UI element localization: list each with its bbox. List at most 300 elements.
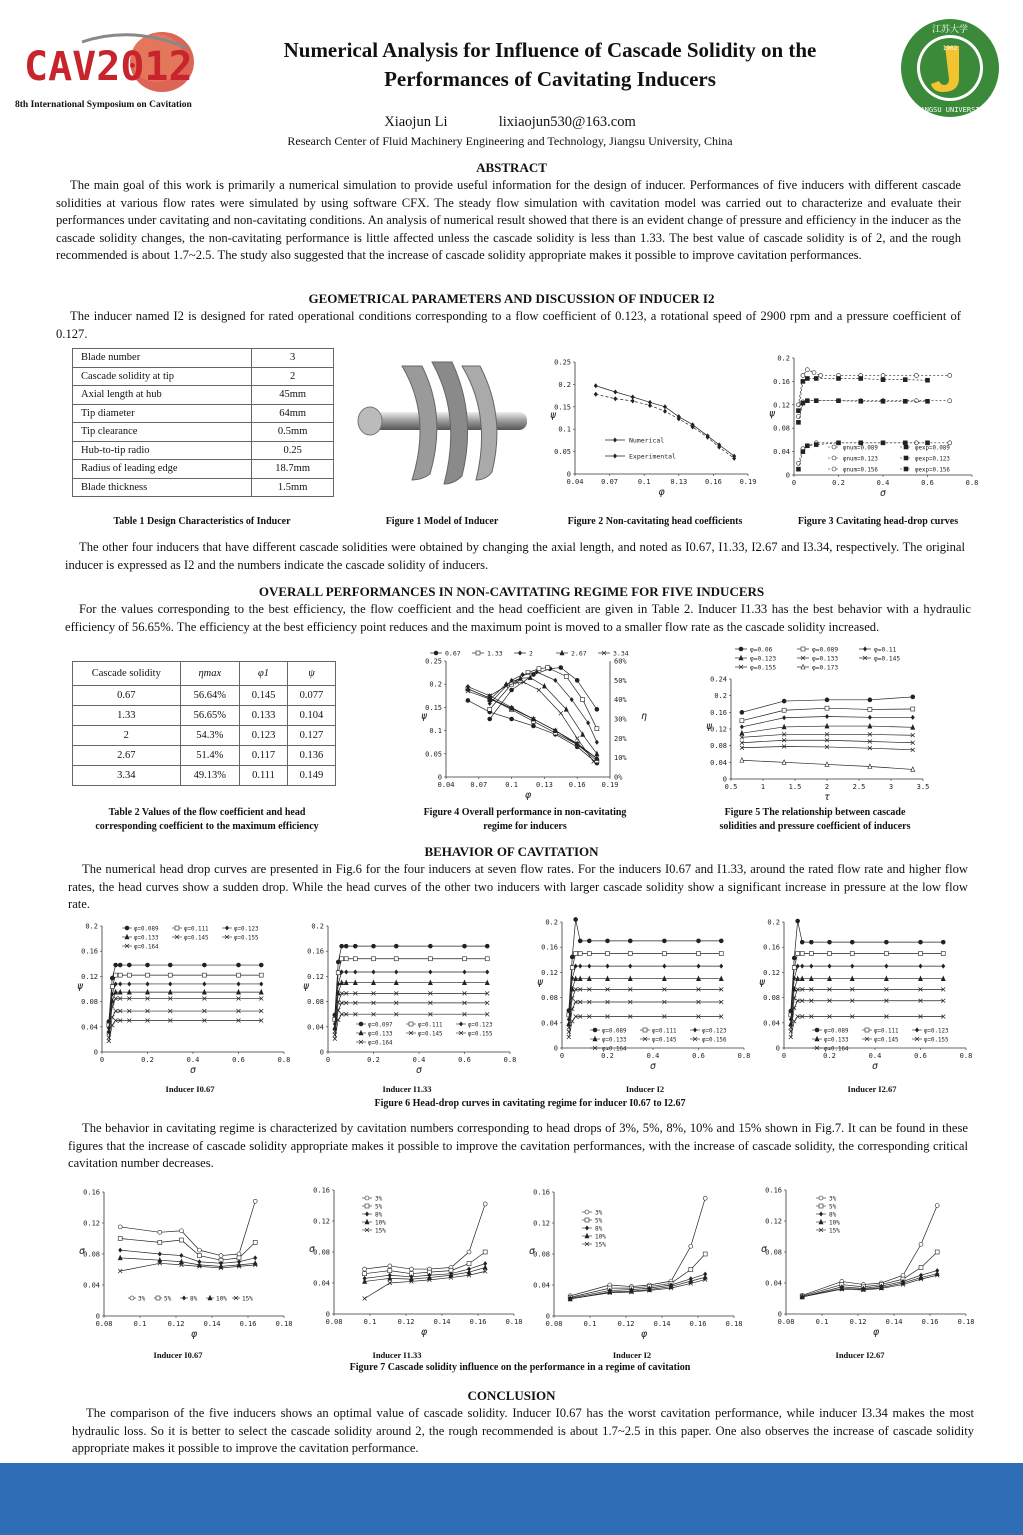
- data-point: [662, 939, 666, 943]
- series-line: [335, 1003, 487, 1035]
- y2-tick-label: 60%: [614, 657, 627, 666]
- data-point: [884, 964, 888, 969]
- x-tick-label: 0.16: [921, 1318, 939, 1326]
- data-point: [919, 964, 923, 969]
- author-line: [150, 114, 870, 131]
- y-axis-label: ψ: [420, 711, 428, 722]
- footer-bar: [0, 1463, 1023, 1535]
- figure7-panel-3: [520, 1182, 745, 1347]
- x-tick-label: 0.1: [505, 781, 518, 789]
- series-line: [120, 1201, 255, 1255]
- table2-cell: 0.117: [240, 746, 288, 766]
- series-line: [490, 682, 594, 761]
- legend-label: φ=0.155: [924, 1037, 949, 1044]
- data-point: [809, 964, 813, 969]
- data-point: [202, 981, 206, 986]
- data-point: [941, 964, 945, 969]
- legend-label: φ=0.111: [652, 1028, 677, 1035]
- data-point: [662, 964, 666, 969]
- table1-parameter: Tip clearance: [73, 423, 252, 442]
- legend-label: φ=0.06: [750, 646, 773, 654]
- series-line: [791, 954, 943, 1015]
- data-point: [850, 952, 854, 956]
- table2-cell: 0.127: [287, 726, 335, 746]
- data-point: [832, 456, 836, 460]
- data-point: [828, 940, 832, 944]
- inducer-model-figure: [352, 356, 528, 490]
- data-point: [118, 1225, 122, 1229]
- y-tick-label: 0.05: [425, 750, 442, 759]
- data-point: [372, 969, 376, 974]
- data-point: [628, 964, 632, 969]
- data-point: [819, 1212, 823, 1217]
- data-point: [365, 1196, 369, 1200]
- data-point: [564, 674, 568, 678]
- y-tick-label: 0.04: [313, 1279, 330, 1288]
- data-point: [911, 707, 915, 711]
- y-tick-label: 0.12: [81, 972, 98, 981]
- data-point: [859, 441, 863, 445]
- x-tick-label: 0.2: [601, 1052, 614, 1060]
- author-email: lixiaojun530@163.com: [498, 114, 636, 130]
- table2-cell: 2.67: [73, 746, 181, 766]
- table1-row: [73, 386, 334, 405]
- data-point: [832, 445, 836, 449]
- data-point: [237, 973, 241, 977]
- table2-row: [73, 746, 336, 766]
- data-point: [363, 1297, 367, 1301]
- y-tick-label: 0.04: [773, 448, 790, 457]
- x-tick-label: 0.08: [777, 1318, 795, 1326]
- x-axis-label: σ: [649, 1061, 657, 1072]
- legend-label: φ=0.145: [874, 1037, 899, 1044]
- x-tick-label: 0.04: [566, 478, 584, 486]
- data-point: [476, 651, 480, 655]
- data-point: [911, 695, 915, 699]
- data-point: [146, 973, 150, 977]
- x-tick-label: 0.1: [133, 1320, 147, 1328]
- data-point: [926, 399, 930, 403]
- data-point: [114, 963, 118, 967]
- data-point: [792, 956, 796, 960]
- table2-header-cell: ηmax: [180, 662, 239, 686]
- abstract-body: The main goal of this work is primarily a numerical simulation to provide useful information for the design of inducer. Performances of five inducers with different cascade solidities at various flow rates were simulated by using software CFX. The steady flow simulation with cavitation model was carried out to characterize and evaluate their performances under cavitating and non-cavitating conditions. An analysis of numerical result showed that there is an evident change of pressure and efficiency in the inducer as the cascade solidity changes, the non-cavitating performance is little affected unless the cascade solidity is less than 1.33. The best value of cascade solidity is of 2, and the rough recommended is about 1.7~2.5. The study also suggested that the increase of cascade solidity appropriate makes it possible to improve cavitation performances.: [56, 178, 961, 263]
- data-point: [488, 717, 492, 721]
- data-point: [801, 401, 805, 405]
- table2-header: [73, 662, 336, 686]
- table2-cell: 49.13%: [180, 766, 239, 786]
- data-point: [521, 672, 525, 677]
- series-line: [596, 394, 734, 458]
- table1-row: [73, 460, 334, 479]
- data-point: [837, 376, 841, 380]
- data-point: [463, 944, 467, 948]
- y-tick-label: 0: [95, 1312, 100, 1321]
- data-point: [372, 944, 376, 948]
- data-point: [179, 1229, 183, 1233]
- table2: [72, 661, 336, 786]
- y-tick-label: 0.16: [541, 943, 558, 952]
- table2-cell: 1.33: [73, 706, 181, 726]
- y-tick-label: 0: [437, 773, 442, 782]
- y-tick-label: 0.08: [533, 1250, 550, 1259]
- x-tick-label: 0.16: [704, 478, 722, 486]
- data-point: [904, 445, 908, 449]
- x-tick-label: 0.6: [921, 479, 934, 487]
- y-tick-label: 0.08: [763, 994, 780, 1003]
- data-point: [631, 398, 635, 403]
- figure1-caption: Figure 1 Model of Inducer: [385, 516, 499, 527]
- data-point: [237, 981, 241, 986]
- data-point: [825, 714, 829, 719]
- table1-parameter: Radius of leading edge: [73, 460, 252, 479]
- y-tick-label: 0.2: [767, 918, 780, 927]
- y-tick-label: 0.08: [83, 1250, 100, 1259]
- data-point: [353, 957, 357, 961]
- data-point: [340, 944, 344, 948]
- figure7-panel-1: [70, 1182, 295, 1347]
- y-axis-label: σ: [760, 1244, 768, 1255]
- data-point: [127, 963, 131, 967]
- data-point: [919, 952, 923, 956]
- data-point: [914, 374, 918, 378]
- y-tick-label: 0.12: [710, 725, 727, 734]
- y-tick-label: 0.04: [83, 1281, 100, 1290]
- legend-label: φ=0.156: [702, 1037, 727, 1044]
- y-axis-label: σ: [308, 1244, 316, 1255]
- data-point: [336, 971, 340, 975]
- data-point: [168, 963, 172, 967]
- data-point: [485, 957, 489, 961]
- data-point: [782, 699, 786, 703]
- y-tick-label: 0.2: [777, 354, 790, 363]
- y-tick-label: 0.05: [554, 448, 571, 457]
- series-line: [569, 989, 721, 1027]
- data-point: [837, 441, 841, 445]
- data-point: [915, 1028, 919, 1033]
- data-point: [542, 684, 546, 689]
- table2-cell: 0.67: [73, 686, 181, 706]
- y-tick-label: 0.2: [85, 922, 98, 931]
- data-point: [884, 952, 888, 956]
- legend-label: φ=0.164: [368, 1040, 393, 1047]
- data-point: [814, 376, 818, 380]
- table1-parameter: Cascade solidity at tip: [73, 367, 252, 386]
- y-tick-label: 0.2: [558, 380, 571, 389]
- data-point: [485, 969, 489, 974]
- legend-label: 3.34: [613, 649, 629, 658]
- data-point: [800, 952, 804, 956]
- data-point: [863, 647, 867, 652]
- table2-cell: 0.111: [240, 766, 288, 786]
- y-tick-label: 0.1: [429, 727, 442, 736]
- y-tick-label: 0.25: [554, 358, 571, 367]
- data-point: [353, 969, 357, 974]
- y-tick-label: 0.16: [81, 947, 98, 956]
- x-tick-label: 3.5: [916, 783, 930, 791]
- y-tick-label: 0.04: [710, 758, 727, 767]
- legend-label: φ=0.089: [134, 926, 159, 933]
- y-tick-label: 0.12: [313, 1217, 330, 1226]
- data-point: [394, 944, 398, 948]
- figure6-caption: Figure 6 Head-drop curves in cavitating regime for inducer I0.67 to I2.67: [374, 1098, 686, 1109]
- x-tick-label: 0.18: [957, 1318, 975, 1326]
- x-axis-label: σ: [189, 1065, 197, 1076]
- x-axis-label: φ: [420, 1327, 428, 1338]
- series-line: [569, 1017, 721, 1037]
- table2-cell: 3.34: [73, 766, 181, 786]
- table1-value: 64mm: [252, 404, 334, 423]
- data-point: [693, 1028, 697, 1033]
- data-point: [146, 981, 150, 986]
- y-tick-label: 0: [553, 1044, 558, 1053]
- data-point: [593, 1028, 597, 1032]
- table2-cell: 0.149: [287, 766, 335, 786]
- data-point: [801, 379, 805, 383]
- legend-label: φ=0.133: [368, 1031, 393, 1038]
- data-point: [434, 651, 438, 655]
- y-tick-label: 0.2: [429, 680, 442, 689]
- data-point: [595, 740, 599, 745]
- series-line: [120, 1263, 255, 1271]
- data-point: [570, 966, 574, 970]
- data-point: [628, 952, 632, 956]
- y-tick-label: 0.1: [558, 425, 571, 434]
- data-point: [648, 403, 652, 408]
- y-tick-label: 0.08: [765, 1248, 782, 1257]
- table2-row: [73, 766, 336, 786]
- x-axis-label: φ: [524, 790, 532, 801]
- figure2-caption: Figure 2 Non-cavitating head coefficients: [567, 516, 743, 527]
- x-tick-label: 0.6: [914, 1052, 927, 1060]
- series-line: [468, 700, 597, 763]
- legend-label: 15%: [375, 1227, 386, 1235]
- data-point: [819, 374, 823, 378]
- data-point: [537, 667, 541, 671]
- legend-label: φ=0.145: [652, 1037, 677, 1044]
- legend-label: φ=0.133: [824, 1037, 849, 1044]
- fig7-label-1: Inducer I0.67: [153, 1350, 203, 1360]
- y-tick-label: 0: [325, 1310, 330, 1319]
- cavitation-body: The numerical head drop curves are presented in Fig.6 for the four inducers at seven flow rates. For the inducers I0.67 and I1.33, around the rated flow rate and higher flow rates, the head curves show a sudden drop. While the head curves of the other two inducers with larger cascade solidity show a significant increase in pressure at the low flow rate.: [68, 862, 968, 912]
- data-point: [253, 1240, 257, 1244]
- table2-header-cell: φ1: [240, 662, 288, 686]
- legend-label: 10%: [595, 1233, 606, 1241]
- series-line: [798, 378, 927, 410]
- table1-row: [73, 478, 334, 497]
- data-point: [197, 1254, 201, 1258]
- affiliation: Research Center of Fluid Machinery Engineering and Technology, Jiangsu University, China: [287, 134, 733, 148]
- data-point: [796, 467, 800, 471]
- data-point: [805, 368, 809, 372]
- data-point: [837, 399, 841, 403]
- legend-label: φ=0.089: [824, 1028, 849, 1035]
- logo-left-sub: 8th International Symposium on Cavitation: [15, 100, 192, 110]
- data-point: [850, 964, 854, 969]
- data-point: [697, 952, 701, 956]
- x-axis-label: σ: [871, 1061, 879, 1072]
- legend-label: φ=0.089: [812, 646, 839, 654]
- y2-tick-label: 30%: [614, 715, 627, 724]
- y-tick-label: 0.12: [83, 1219, 100, 1228]
- legend-label: 8%: [829, 1211, 837, 1219]
- x-axis-label: σ: [879, 488, 887, 499]
- table1-row: [73, 404, 334, 423]
- data-point: [903, 441, 907, 445]
- table1-value: 2: [252, 367, 334, 386]
- y-axis-label: σ: [528, 1246, 536, 1257]
- abstract-heading: ABSTRACT: [476, 160, 547, 175]
- data-point: [812, 371, 816, 375]
- logo-year: 1902: [942, 45, 958, 52]
- x-tick-label: 0: [99, 1056, 105, 1064]
- data-point: [719, 939, 723, 943]
- geometry-body-2: The other four inducers that have different cascade solidities were obtained by changing the axial length, and noted as I0.67, I1.33, I2.67 and I3.34, respectively. The original inducer is expressed as I2 and the numbers indicate the cascade solidity of inducers.: [65, 540, 965, 572]
- legend-label: φ=0.089: [602, 1028, 627, 1035]
- legend-label: 10%: [375, 1219, 386, 1227]
- data-point: [340, 957, 344, 961]
- logo-top-text: 江苏大学: [931, 25, 969, 35]
- figure2-chart: [543, 352, 758, 505]
- figure6-panel-3: [530, 912, 750, 1082]
- legend-label: φ=0.123: [702, 1028, 727, 1035]
- legend-label: 3%: [138, 1295, 146, 1303]
- data-point: [919, 1266, 923, 1270]
- data-point: [394, 969, 398, 974]
- y-tick-label: 0.04: [763, 1019, 780, 1028]
- data-point: [237, 963, 241, 967]
- series-line: [120, 1239, 255, 1261]
- fig6-label-2: Inducer I1.33: [382, 1084, 432, 1094]
- conclusion-body: The comparison of the five inducers shows an optimal value of cascade solidity. Inducer I0.67 has the worst cavitation performance, while inducer I3.34 makes the most hydraulic loss. So it is better to select the cascade solidity around 2, the rough recommended is about 1.7~2.5 in this paper. One also observes the increase of cascade solidity appropriate makes it possible to improve the cavitation performance.: [72, 1406, 974, 1456]
- data-point: [948, 399, 952, 403]
- data-point: [118, 1248, 122, 1253]
- x-tick-label: 0.13: [670, 478, 688, 486]
- series-line: [791, 989, 943, 1027]
- data-point: [459, 1022, 463, 1027]
- data-point: [485, 944, 489, 948]
- table2-cell: 0.145: [240, 686, 288, 706]
- series-line: [109, 998, 261, 1033]
- y-tick-label: 0.16: [710, 708, 727, 717]
- data-point: [719, 964, 723, 969]
- y-tick-label: 0.16: [307, 947, 324, 956]
- data-point: [587, 964, 591, 969]
- data-point: [865, 1028, 869, 1032]
- table2-cell: 54.3%: [180, 726, 239, 746]
- data-point: [801, 647, 805, 651]
- x-tick-label: 0.6: [458, 1056, 471, 1064]
- table2-row: [73, 706, 336, 726]
- data-point: [719, 952, 723, 956]
- x-tick-label: 0.08: [545, 1320, 563, 1328]
- data-point: [919, 940, 923, 944]
- data-point: [825, 698, 829, 702]
- data-point: [739, 647, 743, 651]
- y-tick-label: 0.08: [81, 998, 98, 1007]
- data-point: [919, 1242, 923, 1246]
- cav-logo-text: CAV2012: [24, 44, 193, 90]
- table2-header-cell: Cascade solidity: [73, 662, 181, 686]
- x-tick-label: 0.18: [275, 1320, 293, 1328]
- legend-label: 0.67: [445, 649, 461, 658]
- x-tick-label: 1.5: [788, 783, 802, 791]
- data-point: [463, 957, 467, 961]
- x-tick-label: 0.16: [689, 1320, 707, 1328]
- data-point: [158, 1230, 162, 1234]
- data-point: [428, 969, 432, 974]
- legend-label: φ=0.11: [874, 646, 897, 654]
- data-point: [903, 378, 907, 382]
- fig7-label-3: Inducer I2: [612, 1350, 652, 1360]
- data-point: [394, 957, 398, 961]
- data-point: [832, 467, 836, 471]
- data-point: [578, 964, 582, 969]
- legend-label: φ=0.155: [234, 935, 259, 942]
- data-point: [253, 1255, 257, 1260]
- figure3-chart: [760, 350, 980, 505]
- data-point: [253, 1199, 257, 1203]
- data-point: [703, 1252, 707, 1256]
- data-point: [125, 926, 129, 930]
- table2-cell: 0.136: [287, 746, 335, 766]
- series-line: [109, 1021, 261, 1041]
- legend-label: φ=0.164: [602, 1046, 627, 1053]
- legend-label: φ=0.164: [824, 1046, 849, 1053]
- legend-label: φ=0.155: [750, 664, 777, 672]
- data-point: [587, 939, 591, 943]
- legend-label: 8%: [595, 1225, 603, 1233]
- data-point: [259, 963, 263, 967]
- x-tick-label: 0.19: [601, 781, 619, 789]
- y-tick-label: 0.15: [425, 703, 442, 712]
- table2-cell: 0.133: [240, 706, 288, 726]
- table2-cell: 0.104: [287, 706, 335, 726]
- data-point: [703, 1196, 707, 1200]
- legend-label: φ=0.123: [750, 655, 777, 663]
- figure7-panel-2: [300, 1180, 525, 1345]
- data-point: [935, 1204, 939, 1208]
- legend-label: φ=0.111: [184, 926, 209, 933]
- data-point: [868, 715, 872, 720]
- data-point: [225, 926, 229, 931]
- jiangsu-university-logo: [900, 18, 1000, 118]
- data-point: [868, 698, 872, 702]
- x-tick-label: 0.07: [601, 478, 619, 486]
- table1-value: 3: [252, 349, 334, 368]
- y-axis-label: ψ: [76, 981, 84, 992]
- x-tick-label: 0: [559, 1052, 565, 1060]
- data-point: [585, 1218, 589, 1222]
- x-tick-label: 0.12: [397, 1318, 415, 1326]
- x-tick-label: 0.8: [959, 1052, 972, 1060]
- legend-label: 3%: [595, 1209, 603, 1217]
- data-point: [606, 964, 610, 969]
- data-point: [904, 467, 908, 471]
- legend-label: φnum=0.156: [843, 467, 878, 474]
- x-tick-label: 0.1: [815, 1318, 829, 1326]
- data-point: [409, 1267, 413, 1271]
- table1-value: 1.5mm: [252, 478, 334, 497]
- y-tick-label: 0: [319, 1048, 324, 1057]
- figure3-caption: Figure 3 Cavitating head-drop curves: [797, 516, 959, 527]
- data-point: [168, 973, 172, 977]
- data-point: [259, 981, 263, 986]
- data-point: [118, 963, 122, 967]
- y-tick-label: 0.04: [533, 1281, 550, 1290]
- figure4-caption: Figure 4 Overall performance in non-cavitating regime for inducers: [423, 807, 627, 832]
- data-point: [814, 443, 818, 447]
